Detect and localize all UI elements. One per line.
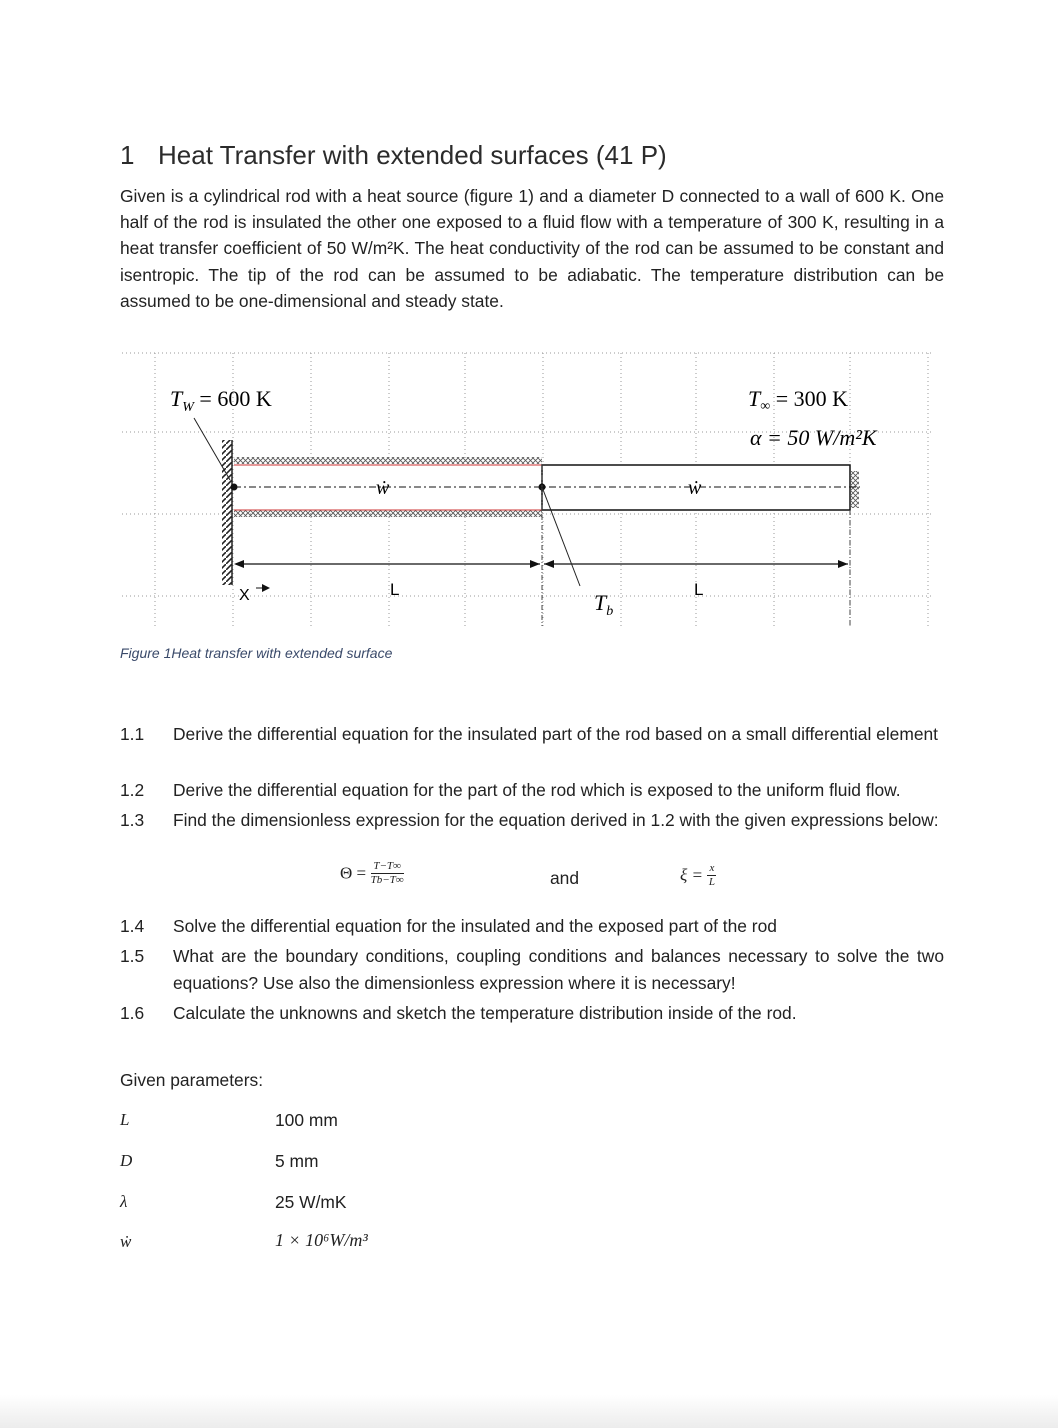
wall-temp-label: $T_W = 600$ K [170, 386, 272, 415]
question-number: 1.1 [120, 724, 145, 744]
figure-caption: Figure 1Heat transfer with extended surface [120, 645, 393, 661]
and-connector: and [550, 868, 580, 888]
question-item [120, 807, 944, 834]
xi-fraction: $\frac{x}{L}$ [708, 862, 715, 888]
question-item [120, 721, 944, 748]
question-item [120, 943, 944, 997]
base-temp-label: $T_b$ [594, 590, 614, 619]
question-number: 1.2 [120, 780, 145, 800]
intro-paragraph: Given is a cylindrical rod with a heat source (figure 1) and a diameter D connected to a wall of 600 K. One half of the rod is insulated the other one exposed to a fluid flow with a temperature of 300 K, resulting in a heat transfer coefficient of 50 W/m²K. The heat conductivity of the rod can be assumed to be constant and isentropic. The tip of the rod can be assumed to be adiabatic. The temperature distribution can be assumed to be one-dimensional and steady state. [120, 186, 944, 311]
section-title: Heat Transfer with extended surfaces (41 P) [158, 140, 667, 170]
section-heading [120, 140, 667, 171]
question-text: What are the boundary conditions, coupling conditions and balances necessary to solve the two equations? Use also the dimensionless expression where it is necessary! [173, 946, 944, 993]
base-node [231, 484, 238, 491]
rod-figure [118, 348, 938, 633]
question-number: 1.3 [120, 810, 145, 830]
param-symbol: λ [120, 1192, 128, 1211]
question-text: Find the dimensionless expression for the equation derived in 1.2 with the given expressions below: [173, 810, 939, 830]
length-label-left: L [390, 580, 400, 599]
htc-label: α = 50 W/m²K [750, 425, 877, 450]
question-text: Derive the differential equation for the part of the rod which is exposed to the uniform fluid flow. [173, 780, 901, 800]
length-label-right: L [694, 580, 704, 599]
param-value: 5 mm [275, 1151, 319, 1171]
xi-expression: ξ = $\frac{x}{L}$ [680, 862, 715, 888]
theta-fraction: $\frac{T-T\infty}{Tb-T\infty}$ [370, 860, 404, 886]
param-value: 1 × 10⁶W/m³ [275, 1230, 368, 1250]
param-symbol: D [120, 1151, 133, 1170]
x-axis-label: X [239, 587, 250, 604]
wall-hatching [222, 440, 232, 585]
param-symbol: ẇ [120, 1232, 132, 1251]
question-text: Derive the differential equation for the insulated part of the rod based on a small differential element [173, 724, 939, 744]
section-number: 1 [120, 140, 135, 170]
question-text: Calculate the unknowns and sketch the temperature distribution inside of the rod. [173, 1003, 797, 1023]
given-parameters-title: Given parameters: [120, 1070, 264, 1090]
insulation-bottom [234, 510, 542, 517]
heat-source-label-left: ẇ [376, 477, 390, 499]
fluid-temp-label: T∞ = 300 K [748, 386, 849, 414]
question-item [120, 777, 944, 804]
param-value: 100 mm [275, 1110, 338, 1130]
insulation-top [234, 457, 542, 464]
adiabatic-tip [850, 471, 859, 508]
question-item [120, 913, 944, 940]
param-value: 25 W/mK [275, 1192, 347, 1212]
question-number: 1.5 [120, 946, 145, 966]
question-number: 1.4 [120, 916, 145, 936]
question-text: Solve the differential equation for the insulated and the exposed part of the rod [173, 916, 777, 936]
theta-expression: Θ = $\frac{T-T\infty}{Tb-T\infty}$ [340, 860, 404, 886]
x-axis-arrow [256, 584, 270, 592]
question-item [120, 1000, 944, 1027]
page-bottom-shadow [0, 1395, 1058, 1428]
heat-source-label-right: ẇ [688, 477, 702, 499]
param-symbol: L [120, 1110, 130, 1129]
question-number: 1.6 [120, 1003, 145, 1023]
length-dimension-left [234, 560, 540, 568]
